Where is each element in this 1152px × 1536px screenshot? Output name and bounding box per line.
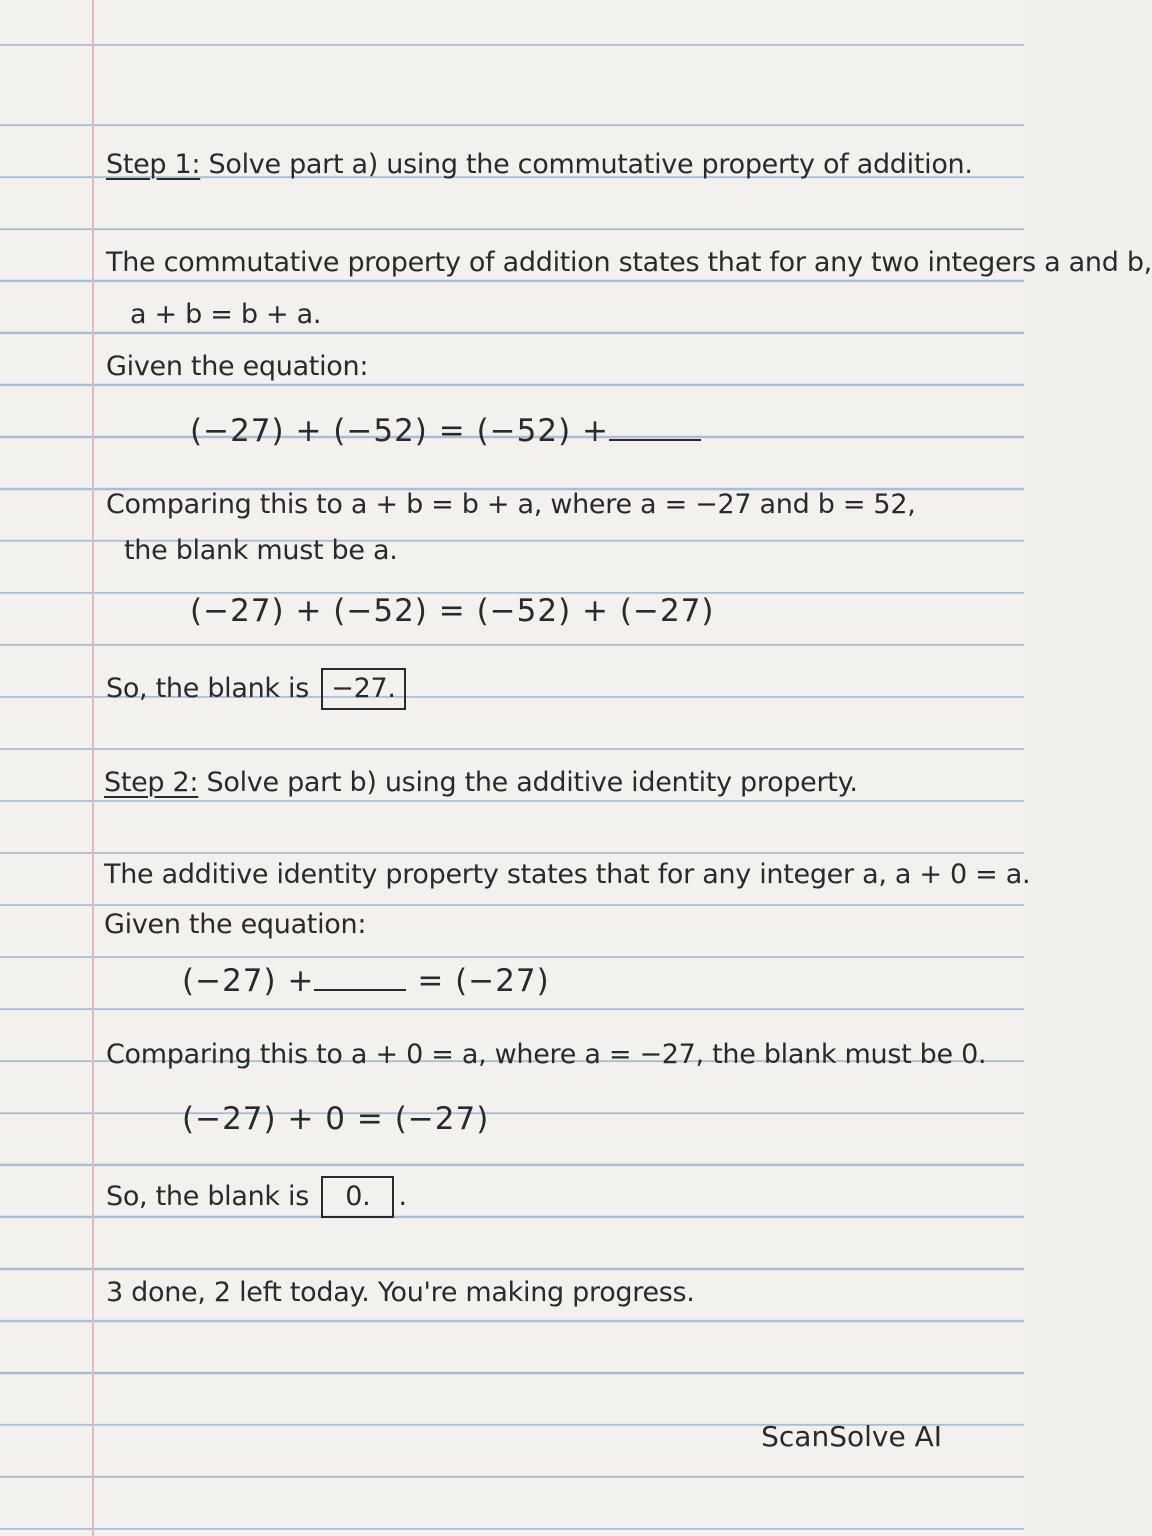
step2-equation-left: (−27) + [182,963,315,999]
step1-comparing-line1: Comparing this to a + b = b + a, where a = −27 and b = 52, [106,489,916,520]
step2-equation [182,964,550,998]
step1-label: Step 1: [106,149,201,180]
step2-heading [104,766,858,800]
step2-label: Step 2: [104,767,199,798]
step1-property-line1: The commutative property of addition states that for any two integers a and b, [106,247,1152,278]
step2-answer-box: 0. [321,1176,394,1218]
step1-equation-text: (−27) + (−52) = (−52) + [190,413,610,449]
step1-heading [106,148,973,182]
step2-answer-period: . [398,1181,407,1212]
step2-answer-line [106,1176,407,1218]
step1-answer-line [106,668,410,710]
step2-comparing-line: Comparing this to a + 0 = a, where a = −27, the blank must be 0. [106,1039,987,1070]
step1-answer-prefix: So, the blank is [106,673,309,704]
progress-note: 3 done, 2 left today. You're making progress. [106,1277,695,1308]
step1-equation [190,414,701,448]
step2-title: Solve part b) using the additive identity property. [206,767,858,798]
step2-property-line: The additive identity property states that for any integer a, a + 0 = a. [104,859,1031,890]
step2-answer-prefix: So, the blank is [106,1181,309,1212]
step2-equation-blank [314,967,406,991]
step1-equation-blank [609,417,701,441]
step1-answer-box: −27. [321,668,405,710]
brand-signature: ScanSolve AI [761,1420,942,1453]
margin-line [92,0,94,1536]
step1-property-line2: a + b = b + a. [130,299,322,330]
step2-solved-equation: (−27) + 0 = (−27) [182,1101,490,1137]
step1-given: Given the equation: [106,351,369,382]
step1-title: Solve part a) using the commutative property of addition. [208,149,973,180]
step1-comparing-line2: the blank must be a. [124,535,398,566]
step1-solved-equation: (−27) + (−52) = (−52) + (−27) [190,593,715,629]
step2-equation-right: = (−27) [417,963,550,999]
step2-given: Given the equation: [104,909,367,940]
